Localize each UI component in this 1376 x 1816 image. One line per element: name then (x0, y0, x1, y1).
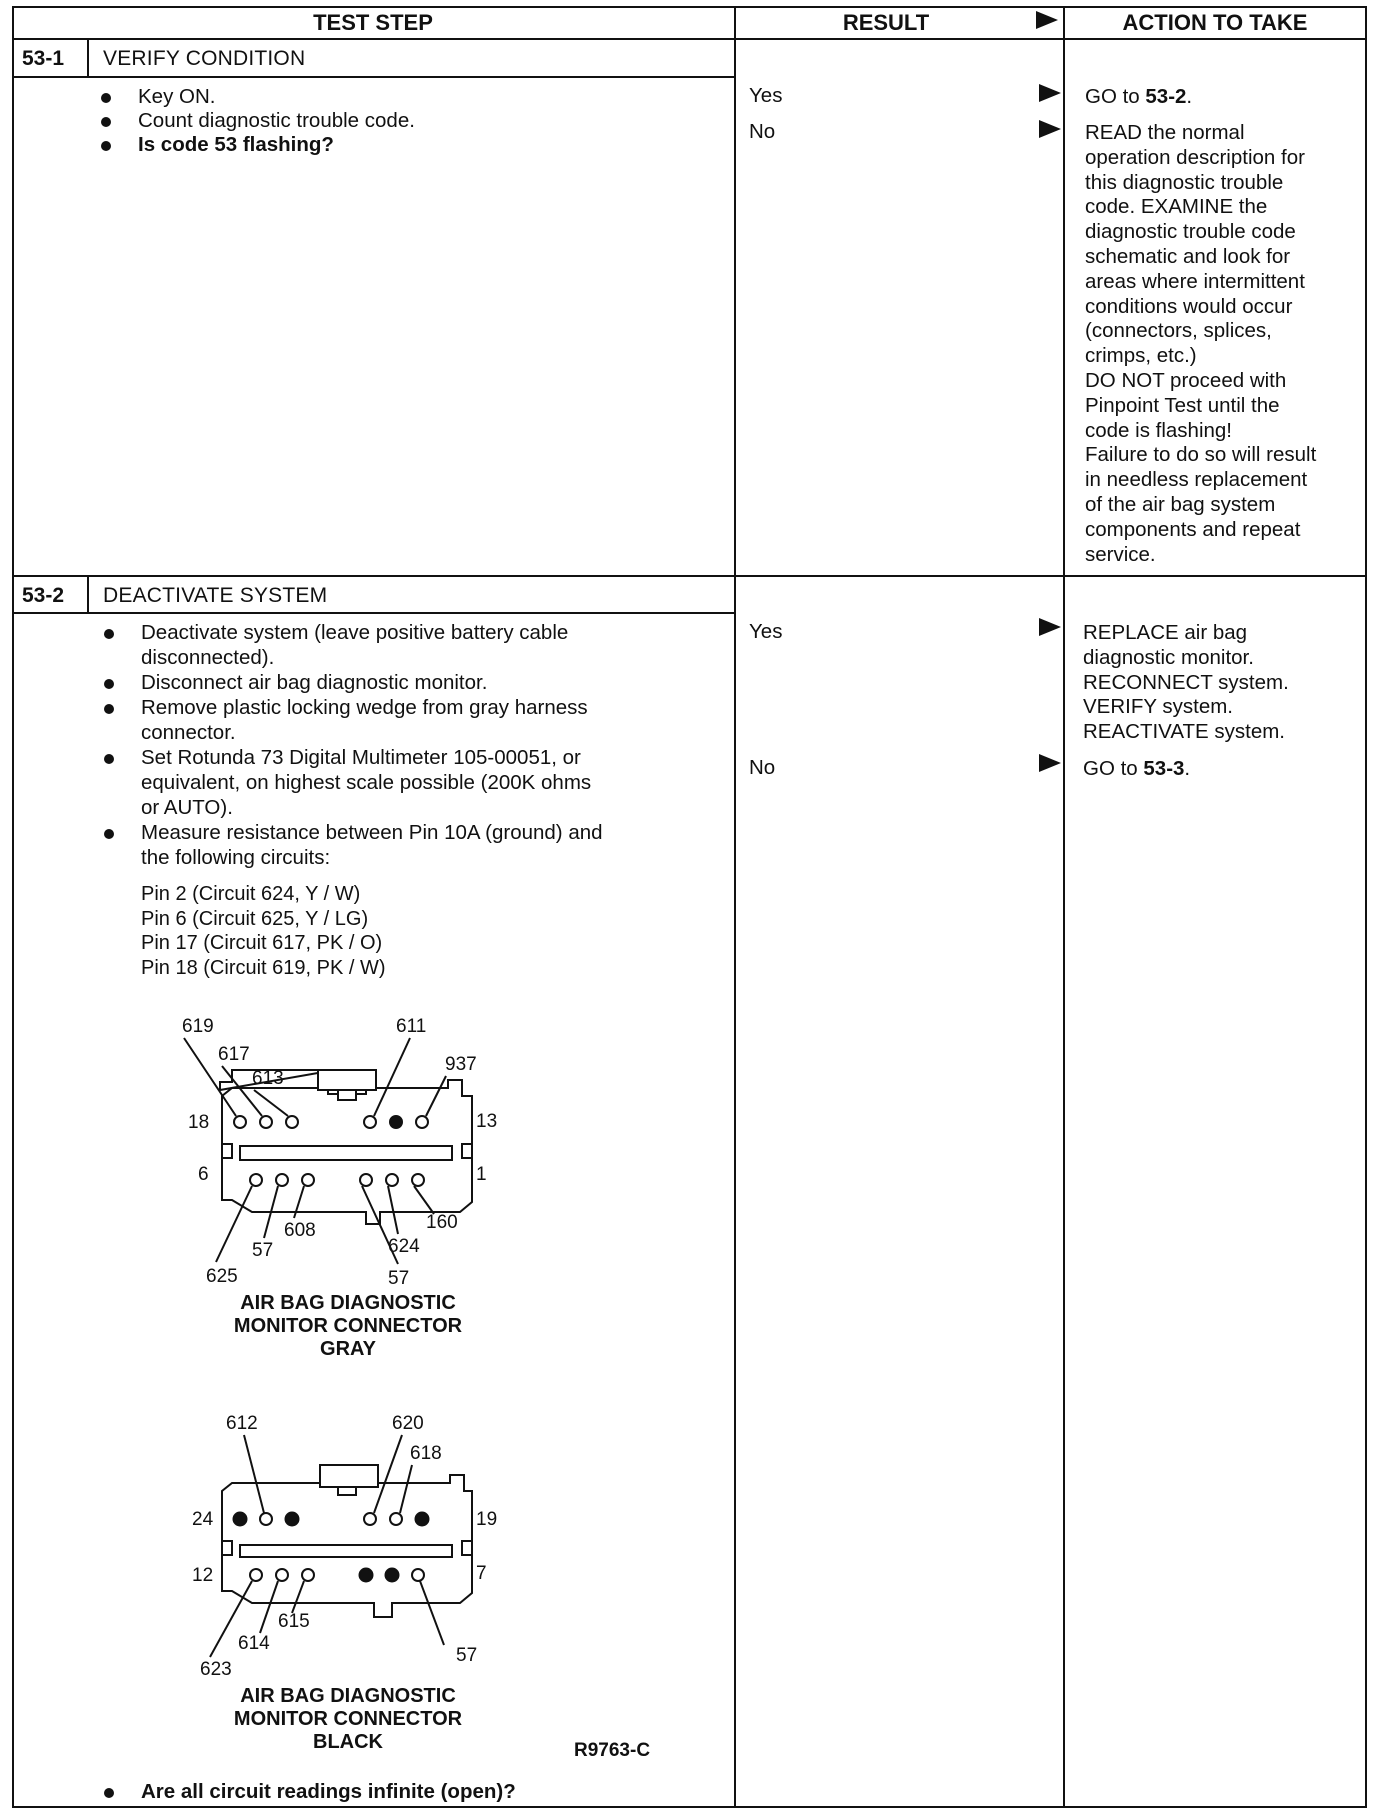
black-callout: 12 (192, 1565, 214, 1586)
table-right-border (1365, 6, 1367, 1808)
bullet-icon (101, 93, 111, 103)
step1-action-yes: GO to 53-2. (1085, 85, 1193, 108)
black-callout: 57 (456, 1645, 478, 1666)
step1-bullet: Count diagnostic trouble code. (138, 108, 415, 133)
result-arrow-icon (1039, 120, 1061, 138)
gray-callout: 6 (198, 1164, 209, 1185)
row-divider (12, 575, 1367, 577)
bullet-icon (104, 679, 114, 689)
black-callout: 24 (192, 1509, 214, 1530)
bullet-icon (104, 704, 114, 714)
step1-title-bottom (12, 76, 736, 78)
black-callout: 612 (226, 1413, 258, 1434)
bullet-icon (104, 629, 114, 639)
gray-callout: 611 (396, 1016, 427, 1037)
bullet-icon (104, 754, 114, 764)
bullet-icon (104, 1788, 114, 1798)
step1-result-no: No (749, 120, 776, 143)
table-left-border (12, 6, 14, 1808)
step2-bullet: Deactivate system (leave positive battery cable disconnected). (141, 620, 568, 670)
header-action: ACTION TO TAKE (1122, 10, 1308, 35)
gray-callout: 937 (445, 1054, 477, 1075)
bullet-icon (101, 141, 111, 151)
table-bottom-border (12, 1806, 1367, 1808)
step2-title-bottom (12, 612, 736, 614)
result-arrow-icon (1039, 754, 1061, 772)
step1-num-divider (87, 38, 89, 78)
step1-title: VERIFY CONDITION (103, 47, 306, 70)
col-divider-test-result (734, 6, 736, 1808)
step2-bullet: Set Rotunda 73 Digital Multimeter 105-00051, or equivalent, on highest scale possible (200K ohms or AUTO). (141, 745, 591, 820)
step2-result-yes: Yes (749, 620, 783, 643)
header-bottom-border (12, 38, 1367, 40)
black-callout: 623 (200, 1659, 232, 1680)
step2-question: Are all circuit readings infinite (open)? (141, 1779, 516, 1804)
gray-callout: 617 (218, 1044, 250, 1065)
pin-item: Pin 17 (Circuit 617, PK / O) (141, 932, 383, 954)
pin-item: Pin 2 (Circuit 624, Y / W) (141, 883, 361, 905)
step2-bullet: Measure resistance between Pin 10A (ground) and the following circuits: (141, 820, 603, 870)
gray-callout: 13 (476, 1111, 498, 1132)
bullet-icon (104, 829, 114, 839)
black-callout: 19 (476, 1509, 498, 1530)
step1-action-no: READ the normal operation description for this diagnostic trouble code. EXAMINE the diagnostic trouble code schematic and look for areas where intermittent conditions would occur (connectors, splices, crimps, etc.) DO NOT proceed with Pinpoint Test until the code is flashing! Failure to do so will result in needless replacement of the air bag system components and repeat service. (1085, 121, 1317, 566)
col-divider-result-action (1063, 6, 1065, 1808)
step2-num-divider (87, 575, 89, 614)
step2-result-no: No (749, 756, 776, 779)
black-callout: 615 (278, 1611, 310, 1632)
gray-connector-diagram (170, 1000, 530, 1300)
black-callout: 614 (238, 1633, 270, 1654)
step2-action-yes: REPLACE air bag diagnostic monitor. RECONNECT system. VERIFY system. REACTIVATE system. (1083, 621, 1289, 744)
pin-item: Pin 6 (Circuit 625, Y / LG) (141, 907, 369, 930)
step2-title: DEACTIVATE SYSTEM (103, 584, 328, 607)
pin-list (141, 882, 386, 980)
gray-callout: 608 (284, 1220, 316, 1241)
black-callout: 7 (476, 1563, 487, 1584)
step1-result-yes: Yes (749, 84, 783, 107)
step2-action-no: GO to 53-3. (1083, 757, 1191, 780)
gray-callout: 619 (182, 1016, 214, 1037)
figure-tag: R9763-C (574, 1740, 651, 1761)
header-arrow-icon (1036, 11, 1058, 29)
table-top-border (12, 6, 1367, 8)
bullet-icon (101, 117, 111, 127)
gray-callout: 625 (206, 1266, 238, 1287)
gray-connector-label: AIR BAG DIAGNOSTIC MONITOR CONNECTOR GRAY (233, 1292, 463, 1360)
black-callout: 620 (392, 1413, 424, 1434)
result-arrow-icon (1039, 618, 1061, 636)
step2-number: 53-2 (22, 584, 65, 607)
header-result: RESULT (842, 10, 930, 35)
gray-callout: 18 (188, 1112, 210, 1133)
result-arrow-icon (1039, 84, 1061, 102)
step2-bullet: Disconnect air bag diagnostic monitor. (141, 670, 487, 695)
header-test-step: TEST STEP (313, 10, 433, 35)
step1-number: 53-1 (22, 47, 65, 70)
gray-callout: 1 (476, 1164, 487, 1185)
black-connector-diagram (170, 1395, 530, 1685)
gray-callout: 613 (252, 1068, 284, 1089)
gray-callout: 57 (252, 1240, 274, 1261)
gray-callout: 57 (388, 1268, 410, 1289)
black-callout: 618 (410, 1443, 442, 1464)
black-connector-label: AIR BAG DIAGNOSTIC MONITOR CONNECTOR BLACK (233, 1685, 463, 1753)
step1-question: Is code 53 flashing? (138, 132, 334, 157)
step1-bullet: Key ON. (138, 84, 215, 109)
pin-item: Pin 18 (Circuit 619, PK / W) (141, 956, 386, 979)
gray-callout: 160 (426, 1212, 458, 1233)
step2-bullet: Remove plastic locking wedge from gray harness connector. (141, 695, 588, 745)
gray-callout: 624 (388, 1236, 420, 1257)
